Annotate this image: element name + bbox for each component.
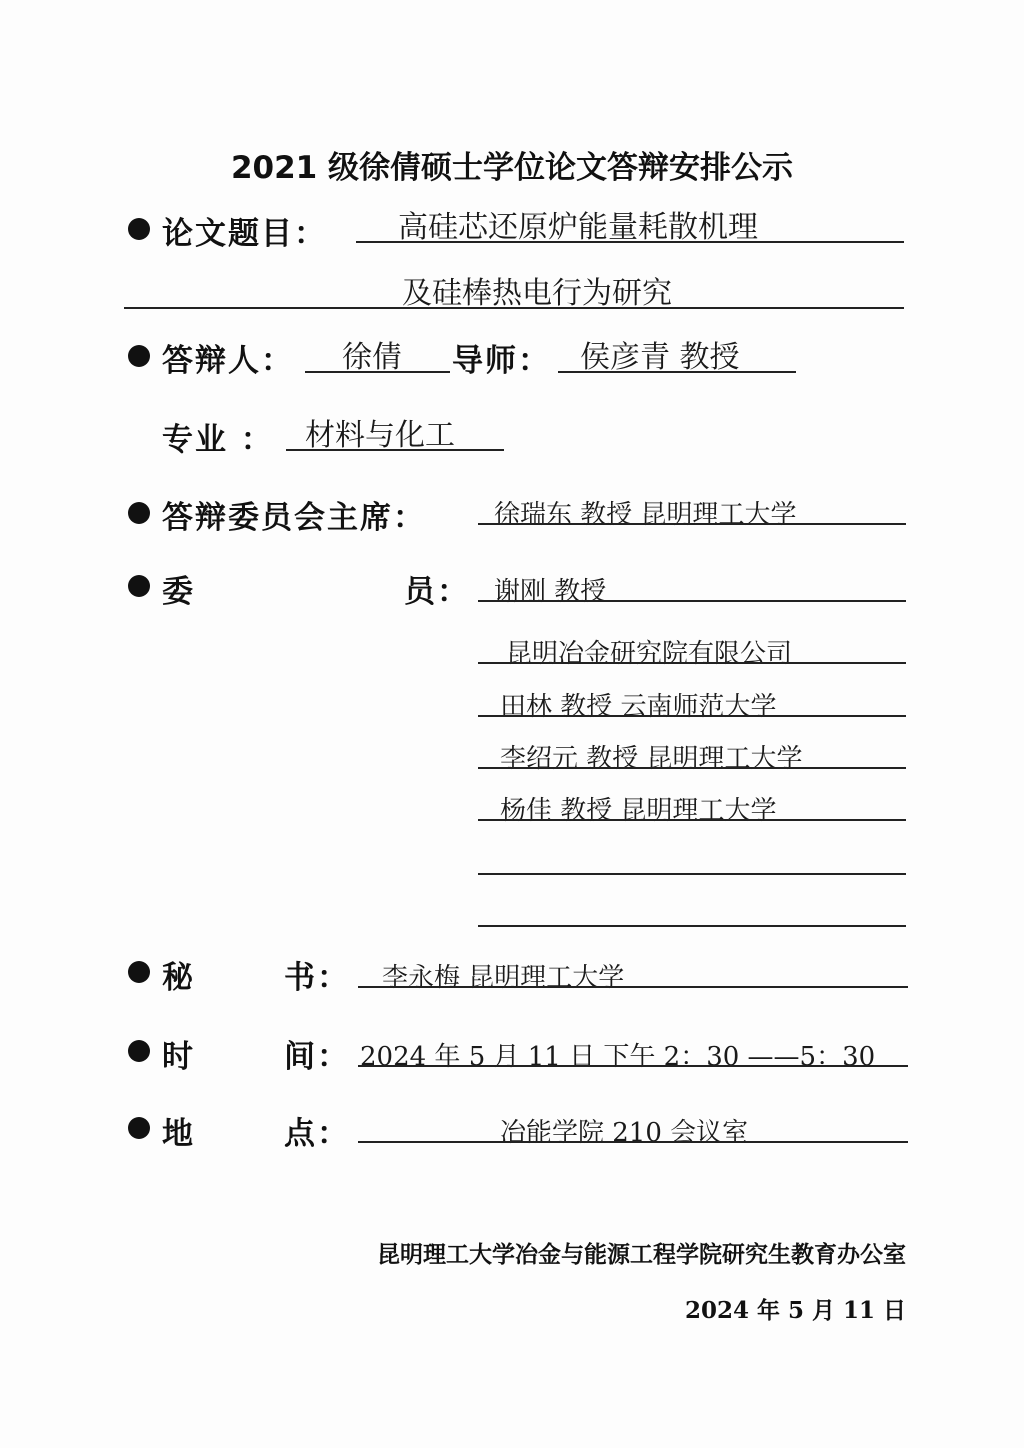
secretary-label-1: 秘	[162, 960, 195, 996]
bullet-icon	[128, 1117, 150, 1139]
underline	[478, 523, 906, 525]
bullet-icon	[128, 345, 150, 367]
underline-blank	[478, 925, 906, 927]
thesis-title-line1: 高硅芯还原炉能量耗散机理	[398, 210, 758, 245]
advisor-name: 侯彦青 教授	[580, 340, 740, 375]
member-row: 昆明冶金研究院有限公司	[506, 639, 793, 669]
bullet-icon	[128, 575, 150, 597]
underline	[478, 600, 906, 602]
issue-date: 2024 年 5 月 11 日	[684, 1297, 906, 1324]
underline	[305, 371, 450, 373]
member-row: 谢刚 教授	[494, 577, 607, 607]
underline	[478, 662, 906, 664]
place-value: 冶能学院 210 会议室	[500, 1118, 749, 1148]
issuing-office: 昆明理工大学冶金与能源工程学院研究生教育办公室	[377, 1241, 906, 1268]
time-label-2: 间：	[284, 1039, 350, 1075]
underline	[358, 986, 908, 988]
member-row: 田林 教授 云南师范大学	[500, 692, 777, 722]
thesis-title-line2: 及硅棒热电行为研究	[402, 276, 672, 311]
defender-name: 徐倩	[342, 340, 402, 375]
defender-label: 答辩人：	[162, 343, 294, 379]
underline	[478, 819, 906, 821]
major-value: 材料与化工	[305, 418, 455, 453]
underline-blank	[478, 873, 906, 875]
bullet-icon	[128, 218, 150, 240]
secretary-value: 李永梅 昆明理工大学	[382, 963, 625, 993]
underline	[358, 1141, 908, 1143]
member-row: 李绍元 教授 昆明理工大学	[500, 744, 803, 774]
time-value: 2024 年 5 月 11 日 下午 2：30 ——5：30	[360, 1042, 876, 1072]
chair-value: 徐瑞东 教授 昆明理工大学	[494, 500, 797, 530]
underline	[478, 767, 906, 769]
time-label-1: 时	[162, 1039, 195, 1075]
underline	[124, 307, 904, 309]
underline	[478, 715, 906, 717]
bullet-icon	[128, 961, 150, 983]
underline	[286, 449, 504, 451]
thesis-label: 论文题目：	[162, 216, 327, 252]
members-label-1: 委	[162, 574, 195, 610]
underline	[558, 371, 796, 373]
chair-label: 答辩委员会主席：	[162, 500, 426, 536]
advisor-label: 导师：	[452, 343, 551, 379]
place-label-1: 地	[162, 1116, 195, 1152]
secretary-label-2: 书：	[284, 960, 350, 996]
members-label-2: 员：	[404, 574, 470, 610]
bullet-icon	[128, 1040, 150, 1062]
place-label-2: 点：	[284, 1116, 350, 1152]
bullet-icon	[128, 502, 150, 524]
underline	[358, 1065, 908, 1067]
underline	[356, 241, 904, 243]
member-row: 杨佳 教授 昆明理工大学	[500, 796, 777, 826]
major-label: 专业 ：	[162, 422, 274, 458]
page-title: 2021 级徐倩硕士学位论文答辩安排公示	[230, 150, 794, 186]
